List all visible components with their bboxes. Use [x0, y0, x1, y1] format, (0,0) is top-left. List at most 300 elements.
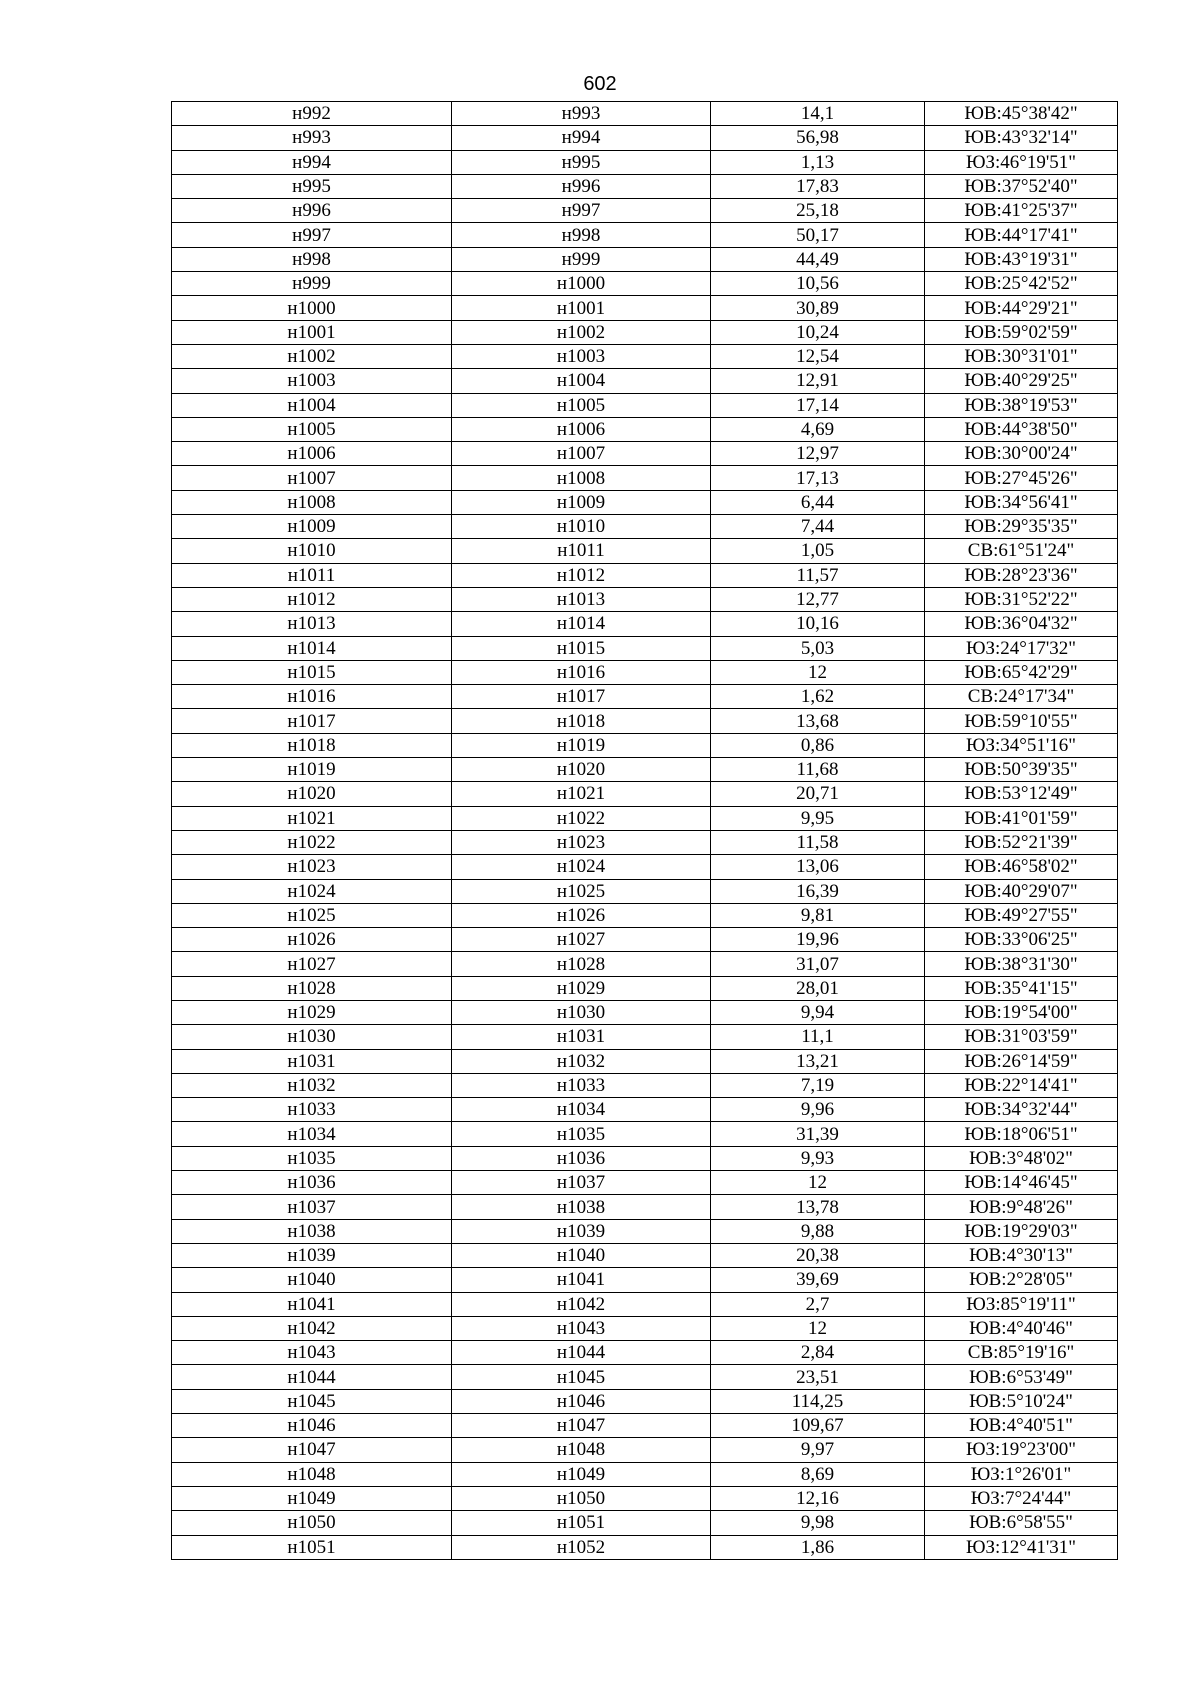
distance-cell: 30,89	[711, 296, 925, 320]
table-row	[172, 102, 1118, 126]
table-row	[172, 539, 1118, 563]
table-row	[172, 830, 1118, 854]
from-point-cell: н997	[172, 223, 452, 247]
from-point-cell: н1005	[172, 417, 452, 441]
to-point-cell: н1016	[452, 660, 711, 684]
from-point-cell: н1020	[172, 782, 452, 806]
bearing-cell: ЮВ:46°58'02"	[925, 855, 1118, 879]
bearing-cell: ЮВ:25°42'52"	[925, 272, 1118, 296]
table-row	[172, 223, 1118, 247]
distance-cell: 8,69	[711, 1462, 925, 1486]
from-point-cell: н1007	[172, 466, 452, 490]
table-row	[172, 612, 1118, 636]
table-row	[172, 587, 1118, 611]
to-point-cell: н1040	[452, 1243, 711, 1267]
from-point-cell: н1018	[172, 733, 452, 757]
distance-cell: 9,88	[711, 1219, 925, 1243]
distance-cell: 4,69	[711, 417, 925, 441]
bearing-cell: ЮВ:31°03'59"	[925, 1025, 1118, 1049]
distance-cell: 28,01	[711, 976, 925, 1000]
distance-cell: 109,67	[711, 1414, 925, 1438]
from-point-cell: н992	[172, 102, 452, 126]
to-point-cell: н1034	[452, 1098, 711, 1122]
from-point-cell: н1006	[172, 442, 452, 466]
from-point-cell: н998	[172, 247, 452, 271]
bearing-cell: СВ:24°17'34"	[925, 685, 1118, 709]
to-point-cell: н998	[452, 223, 711, 247]
bearing-cell: ЮВ:22°14'41"	[925, 1073, 1118, 1097]
from-point-cell: н1048	[172, 1462, 452, 1486]
from-point-cell: н1046	[172, 1414, 452, 1438]
distance-cell: 12,16	[711, 1486, 925, 1510]
table-row	[172, 1486, 1118, 1510]
bearing-cell: ЮВ:53°12'49"	[925, 782, 1118, 806]
distance-cell: 23,51	[711, 1365, 925, 1389]
table-row	[172, 1243, 1118, 1267]
bearing-cell: ЮВ:43°19'31"	[925, 247, 1118, 271]
from-point-cell: н1036	[172, 1171, 452, 1195]
table-row	[172, 709, 1118, 733]
bearing-cell: ЮВ:50°39'35"	[925, 758, 1118, 782]
from-point-cell: н1035	[172, 1146, 452, 1170]
to-point-cell: н1025	[452, 879, 711, 903]
table-row	[172, 1073, 1118, 1097]
distance-cell: 12,54	[711, 344, 925, 368]
distance-cell: 9,98	[711, 1511, 925, 1535]
bearing-cell: ЮВ:19°54'00"	[925, 1000, 1118, 1024]
bearing-cell: ЮВ:34°32'44"	[925, 1098, 1118, 1122]
bearing-cell: ЮВ:41°25'37"	[925, 199, 1118, 223]
distance-cell: 11,57	[711, 563, 925, 587]
distance-cell: 13,78	[711, 1195, 925, 1219]
distance-cell: 17,13	[711, 466, 925, 490]
to-point-cell: н1003	[452, 344, 711, 368]
distance-cell: 9,96	[711, 1098, 925, 1122]
to-point-cell: н1001	[452, 296, 711, 320]
bearing-cell: ЮВ:26°14'59"	[925, 1049, 1118, 1073]
to-point-cell: н1026	[452, 903, 711, 927]
to-point-cell: н1051	[452, 1511, 711, 1535]
bearing-cell: ЮЗ:24°17'32"	[925, 636, 1118, 660]
table-row	[172, 733, 1118, 757]
table-row	[172, 515, 1118, 539]
table-row	[172, 1171, 1118, 1195]
bearing-cell: ЮВ:43°32'14"	[925, 126, 1118, 150]
from-point-cell: н1040	[172, 1268, 452, 1292]
bearing-cell: ЮВ:27°45'26"	[925, 466, 1118, 490]
from-point-cell: н993	[172, 126, 452, 150]
bearing-cell: ЮВ:4°40'46"	[925, 1316, 1118, 1340]
from-point-cell: н1030	[172, 1025, 452, 1049]
distance-cell: 39,69	[711, 1268, 925, 1292]
bearing-cell: ЮВ:30°00'24"	[925, 442, 1118, 466]
distance-cell: 56,98	[711, 126, 925, 150]
bearing-cell: ЮВ:41°01'59"	[925, 806, 1118, 830]
bearing-cell: ЮВ:4°40'51"	[925, 1414, 1118, 1438]
bearing-cell: ЮЗ:7°24'44"	[925, 1486, 1118, 1510]
bearing-cell: ЮЗ:34°51'16"	[925, 733, 1118, 757]
distance-cell: 12,97	[711, 442, 925, 466]
to-point-cell: н993	[452, 102, 711, 126]
table-row	[172, 1365, 1118, 1389]
table-row	[172, 636, 1118, 660]
distance-cell: 9,94	[711, 1000, 925, 1024]
to-point-cell: н1004	[452, 369, 711, 393]
bearing-cell: ЮВ:6°53'49"	[925, 1365, 1118, 1389]
bearing-cell: ЮВ:44°17'41"	[925, 223, 1118, 247]
from-point-cell: н1037	[172, 1195, 452, 1219]
distance-cell: 11,1	[711, 1025, 925, 1049]
distance-cell: 13,06	[711, 855, 925, 879]
to-point-cell: н1048	[452, 1438, 711, 1462]
from-point-cell: н1014	[172, 636, 452, 660]
distance-cell: 19,96	[711, 928, 925, 952]
bearing-cell: ЮВ:37°52'40"	[925, 174, 1118, 198]
table-row	[172, 1292, 1118, 1316]
table-row	[172, 855, 1118, 879]
distance-cell: 10,24	[711, 320, 925, 344]
from-point-cell: н1038	[172, 1219, 452, 1243]
distance-cell: 20,71	[711, 782, 925, 806]
distance-cell: 12,91	[711, 369, 925, 393]
bearing-cell: ЮВ:52°21'39"	[925, 830, 1118, 854]
table-row	[172, 1098, 1118, 1122]
to-point-cell: н1039	[452, 1219, 711, 1243]
table-row	[172, 344, 1118, 368]
distance-cell: 17,14	[711, 393, 925, 417]
to-point-cell: н1036	[452, 1146, 711, 1170]
table-row	[172, 758, 1118, 782]
distance-cell: 2,84	[711, 1341, 925, 1365]
table-row	[172, 976, 1118, 1000]
bearing-cell: ЮВ:3°48'02"	[925, 1146, 1118, 1170]
from-point-cell: н1010	[172, 539, 452, 563]
to-point-cell: н1030	[452, 1000, 711, 1024]
bearing-cell: ЮВ:44°29'21"	[925, 296, 1118, 320]
from-point-cell: н1024	[172, 879, 452, 903]
from-point-cell: н1001	[172, 320, 452, 344]
bearing-cell: ЮВ:19°29'03"	[925, 1219, 1118, 1243]
from-point-cell: н1025	[172, 903, 452, 927]
table-row	[172, 1219, 1118, 1243]
boundary-segments-table	[171, 101, 1118, 1560]
to-point-cell: н999	[452, 247, 711, 271]
from-point-cell: н1031	[172, 1049, 452, 1073]
bearing-cell: ЮВ:14°46'45"	[925, 1171, 1118, 1195]
bearing-cell: ЮЗ:1°26'01"	[925, 1462, 1118, 1486]
from-point-cell: н1023	[172, 855, 452, 879]
to-point-cell: н996	[452, 174, 711, 198]
table-row	[172, 952, 1118, 976]
bearing-cell: ЮВ:34°56'41"	[925, 490, 1118, 514]
distance-cell: 7,44	[711, 515, 925, 539]
to-point-cell: н1038	[452, 1195, 711, 1219]
from-point-cell: н1029	[172, 1000, 452, 1024]
to-point-cell: н1009	[452, 490, 711, 514]
distance-cell: 9,95	[711, 806, 925, 830]
distance-cell: 25,18	[711, 199, 925, 223]
table-row	[172, 563, 1118, 587]
to-point-cell: н1032	[452, 1049, 711, 1073]
to-point-cell: н1035	[452, 1122, 711, 1146]
distance-cell: 12	[711, 660, 925, 684]
from-point-cell: н994	[172, 150, 452, 174]
distance-cell: 14,1	[711, 102, 925, 126]
distance-cell: 1,13	[711, 150, 925, 174]
table-row	[172, 1341, 1118, 1365]
table-row	[172, 296, 1118, 320]
to-point-cell: н997	[452, 199, 711, 223]
from-point-cell: н1034	[172, 1122, 452, 1146]
bearing-cell: ЮВ:18°06'51"	[925, 1122, 1118, 1146]
table-row	[172, 272, 1118, 296]
to-point-cell: н1012	[452, 563, 711, 587]
table-row	[172, 1389, 1118, 1413]
from-point-cell: н1051	[172, 1535, 452, 1559]
to-point-cell: н994	[452, 126, 711, 150]
to-point-cell: н1013	[452, 587, 711, 611]
table-row	[172, 1049, 1118, 1073]
distance-cell: 17,83	[711, 174, 925, 198]
bearing-cell: ЮВ:35°41'15"	[925, 976, 1118, 1000]
bearing-cell: ЮВ:40°29'25"	[925, 369, 1118, 393]
from-point-cell: н1008	[172, 490, 452, 514]
bearing-cell: ЮВ:65°42'29"	[925, 660, 1118, 684]
bearing-cell: ЮВ:49°27'55"	[925, 903, 1118, 927]
table-row	[172, 1414, 1118, 1438]
to-point-cell: н1007	[452, 442, 711, 466]
from-point-cell: н1016	[172, 685, 452, 709]
from-point-cell: н1049	[172, 1486, 452, 1510]
distance-cell: 6,44	[711, 490, 925, 514]
distance-cell: 10,16	[711, 612, 925, 636]
to-point-cell: н1028	[452, 952, 711, 976]
to-point-cell: н1015	[452, 636, 711, 660]
table-row	[172, 369, 1118, 393]
to-point-cell: н1047	[452, 1414, 711, 1438]
from-point-cell: н1009	[172, 515, 452, 539]
bearing-cell: ЮВ:33°06'25"	[925, 928, 1118, 952]
table-row	[172, 247, 1118, 271]
distance-cell: 31,39	[711, 1122, 925, 1146]
bearing-cell: ЮВ:36°04'32"	[925, 612, 1118, 636]
table-row	[172, 174, 1118, 198]
table-row	[172, 685, 1118, 709]
to-point-cell: н1043	[452, 1316, 711, 1340]
distance-cell: 1,05	[711, 539, 925, 563]
to-point-cell: н1029	[452, 976, 711, 1000]
to-point-cell: н1006	[452, 417, 711, 441]
from-point-cell: н1013	[172, 612, 452, 636]
table-row	[172, 1535, 1118, 1559]
distance-cell: 11,68	[711, 758, 925, 782]
table-row	[172, 928, 1118, 952]
to-point-cell: н1024	[452, 855, 711, 879]
to-point-cell: н1014	[452, 612, 711, 636]
distance-cell: 0,86	[711, 733, 925, 757]
to-point-cell: н1023	[452, 830, 711, 854]
distance-cell: 1,62	[711, 685, 925, 709]
from-point-cell: н1012	[172, 587, 452, 611]
to-point-cell: н1000	[452, 272, 711, 296]
to-point-cell: н1022	[452, 806, 711, 830]
to-point-cell: н1002	[452, 320, 711, 344]
to-point-cell: н1010	[452, 515, 711, 539]
distance-cell: 11,58	[711, 830, 925, 854]
to-point-cell: н995	[452, 150, 711, 174]
from-point-cell: н1022	[172, 830, 452, 854]
distance-cell: 9,97	[711, 1438, 925, 1462]
table-row	[172, 1146, 1118, 1170]
table-row	[172, 466, 1118, 490]
table-row	[172, 1268, 1118, 1292]
distance-cell: 2,7	[711, 1292, 925, 1316]
distance-cell: 1,86	[711, 1535, 925, 1559]
distance-cell: 50,17	[711, 223, 925, 247]
bearing-cell: ЮВ:29°35'35"	[925, 515, 1118, 539]
table-row	[172, 393, 1118, 417]
distance-cell: 114,25	[711, 1389, 925, 1413]
table-row	[172, 879, 1118, 903]
from-point-cell: н1017	[172, 709, 452, 733]
table-row	[172, 782, 1118, 806]
to-point-cell: н1008	[452, 466, 711, 490]
table-row	[172, 1316, 1118, 1340]
distance-cell: 9,81	[711, 903, 925, 927]
from-point-cell: н1050	[172, 1511, 452, 1535]
from-point-cell: н1003	[172, 369, 452, 393]
from-point-cell: н1045	[172, 1389, 452, 1413]
from-point-cell: н1004	[172, 393, 452, 417]
bearing-cell: ЮВ:59°10'55"	[925, 709, 1118, 733]
distance-cell: 31,07	[711, 952, 925, 976]
bearing-cell: ЮВ:38°31'30"	[925, 952, 1118, 976]
bearing-cell: ЮВ:28°23'36"	[925, 563, 1118, 587]
table-row	[172, 1025, 1118, 1049]
table-row	[172, 660, 1118, 684]
bearing-cell: ЮВ:45°38'42"	[925, 102, 1118, 126]
bearing-cell: ЮВ:31°52'22"	[925, 587, 1118, 611]
distance-cell: 12	[711, 1316, 925, 1340]
bearing-cell: СВ:61°51'24"	[925, 539, 1118, 563]
table-row	[172, 1511, 1118, 1535]
table-row	[172, 150, 1118, 174]
from-point-cell: н1027	[172, 952, 452, 976]
table-row	[172, 490, 1118, 514]
from-point-cell: н1033	[172, 1098, 452, 1122]
bearing-cell: ЮВ:4°30'13"	[925, 1243, 1118, 1267]
table-row	[172, 1438, 1118, 1462]
to-point-cell: н1052	[452, 1535, 711, 1559]
to-point-cell: н1019	[452, 733, 711, 757]
to-point-cell: н1044	[452, 1341, 711, 1365]
distance-cell: 10,56	[711, 272, 925, 296]
to-point-cell: н1011	[452, 539, 711, 563]
bearing-cell: ЮЗ:85°19'11"	[925, 1292, 1118, 1316]
to-point-cell: н1027	[452, 928, 711, 952]
table-row	[172, 199, 1118, 223]
table-row	[172, 1122, 1118, 1146]
bearing-cell: ЮЗ:19°23'00"	[925, 1438, 1118, 1462]
distance-cell: 13,21	[711, 1049, 925, 1073]
to-point-cell: н1049	[452, 1462, 711, 1486]
table-row	[172, 442, 1118, 466]
to-point-cell: н1037	[452, 1171, 711, 1195]
distance-cell: 44,49	[711, 247, 925, 271]
to-point-cell: н1021	[452, 782, 711, 806]
bearing-cell: ЮВ:2°28'05"	[925, 1268, 1118, 1292]
table-row	[172, 903, 1118, 927]
bearing-cell: ЮЗ:46°19'51"	[925, 150, 1118, 174]
from-point-cell: н1039	[172, 1243, 452, 1267]
from-point-cell: н1021	[172, 806, 452, 830]
bearing-cell: ЮВ:38°19'53"	[925, 393, 1118, 417]
to-point-cell: н1005	[452, 393, 711, 417]
table-row	[172, 1000, 1118, 1024]
bearing-cell: ЮВ:9°48'26"	[925, 1195, 1118, 1219]
distance-cell: 7,19	[711, 1073, 925, 1097]
distance-cell: 5,03	[711, 636, 925, 660]
bearing-cell: СВ:85°19'16"	[925, 1341, 1118, 1365]
from-point-cell: н1043	[172, 1341, 452, 1365]
from-point-cell: н1032	[172, 1073, 452, 1097]
distance-cell: 16,39	[711, 879, 925, 903]
table-row	[172, 1195, 1118, 1219]
to-point-cell: н1033	[452, 1073, 711, 1097]
distance-cell: 20,38	[711, 1243, 925, 1267]
distance-cell: 13,68	[711, 709, 925, 733]
bearing-cell: ЮВ:59°02'59"	[925, 320, 1118, 344]
table-row	[172, 806, 1118, 830]
from-point-cell: н1015	[172, 660, 452, 684]
from-point-cell: н999	[172, 272, 452, 296]
to-point-cell: н1017	[452, 685, 711, 709]
to-point-cell: н1041	[452, 1268, 711, 1292]
to-point-cell: н1042	[452, 1292, 711, 1316]
from-point-cell: н1041	[172, 1292, 452, 1316]
bearing-cell: ЮЗ:12°41'31"	[925, 1535, 1118, 1559]
table-body	[172, 102, 1118, 1560]
from-point-cell: н1011	[172, 563, 452, 587]
table-row	[172, 320, 1118, 344]
distance-cell: 9,93	[711, 1146, 925, 1170]
from-point-cell: н1028	[172, 976, 452, 1000]
to-point-cell: н1031	[452, 1025, 711, 1049]
from-point-cell: н995	[172, 174, 452, 198]
page-number: 602	[583, 73, 617, 95]
table-row	[172, 126, 1118, 150]
to-point-cell: н1046	[452, 1389, 711, 1413]
from-point-cell: н996	[172, 199, 452, 223]
bearing-cell: ЮВ:44°38'50"	[925, 417, 1118, 441]
from-point-cell: н1019	[172, 758, 452, 782]
table-row	[172, 1462, 1118, 1486]
to-point-cell: н1045	[452, 1365, 711, 1389]
bearing-cell: ЮВ:30°31'01"	[925, 344, 1118, 368]
table-row	[172, 417, 1118, 441]
to-point-cell: н1050	[452, 1486, 711, 1510]
distance-cell: 12	[711, 1171, 925, 1195]
from-point-cell: н1047	[172, 1438, 452, 1462]
from-point-cell: н1002	[172, 344, 452, 368]
from-point-cell: н1026	[172, 928, 452, 952]
from-point-cell: н1044	[172, 1365, 452, 1389]
from-point-cell: н1000	[172, 296, 452, 320]
bearing-cell: ЮВ:5°10'24"	[925, 1389, 1118, 1413]
distance-cell: 12,77	[711, 587, 925, 611]
bearing-cell: ЮВ:6°58'55"	[925, 1511, 1118, 1535]
bearing-cell: ЮВ:40°29'07"	[925, 879, 1118, 903]
